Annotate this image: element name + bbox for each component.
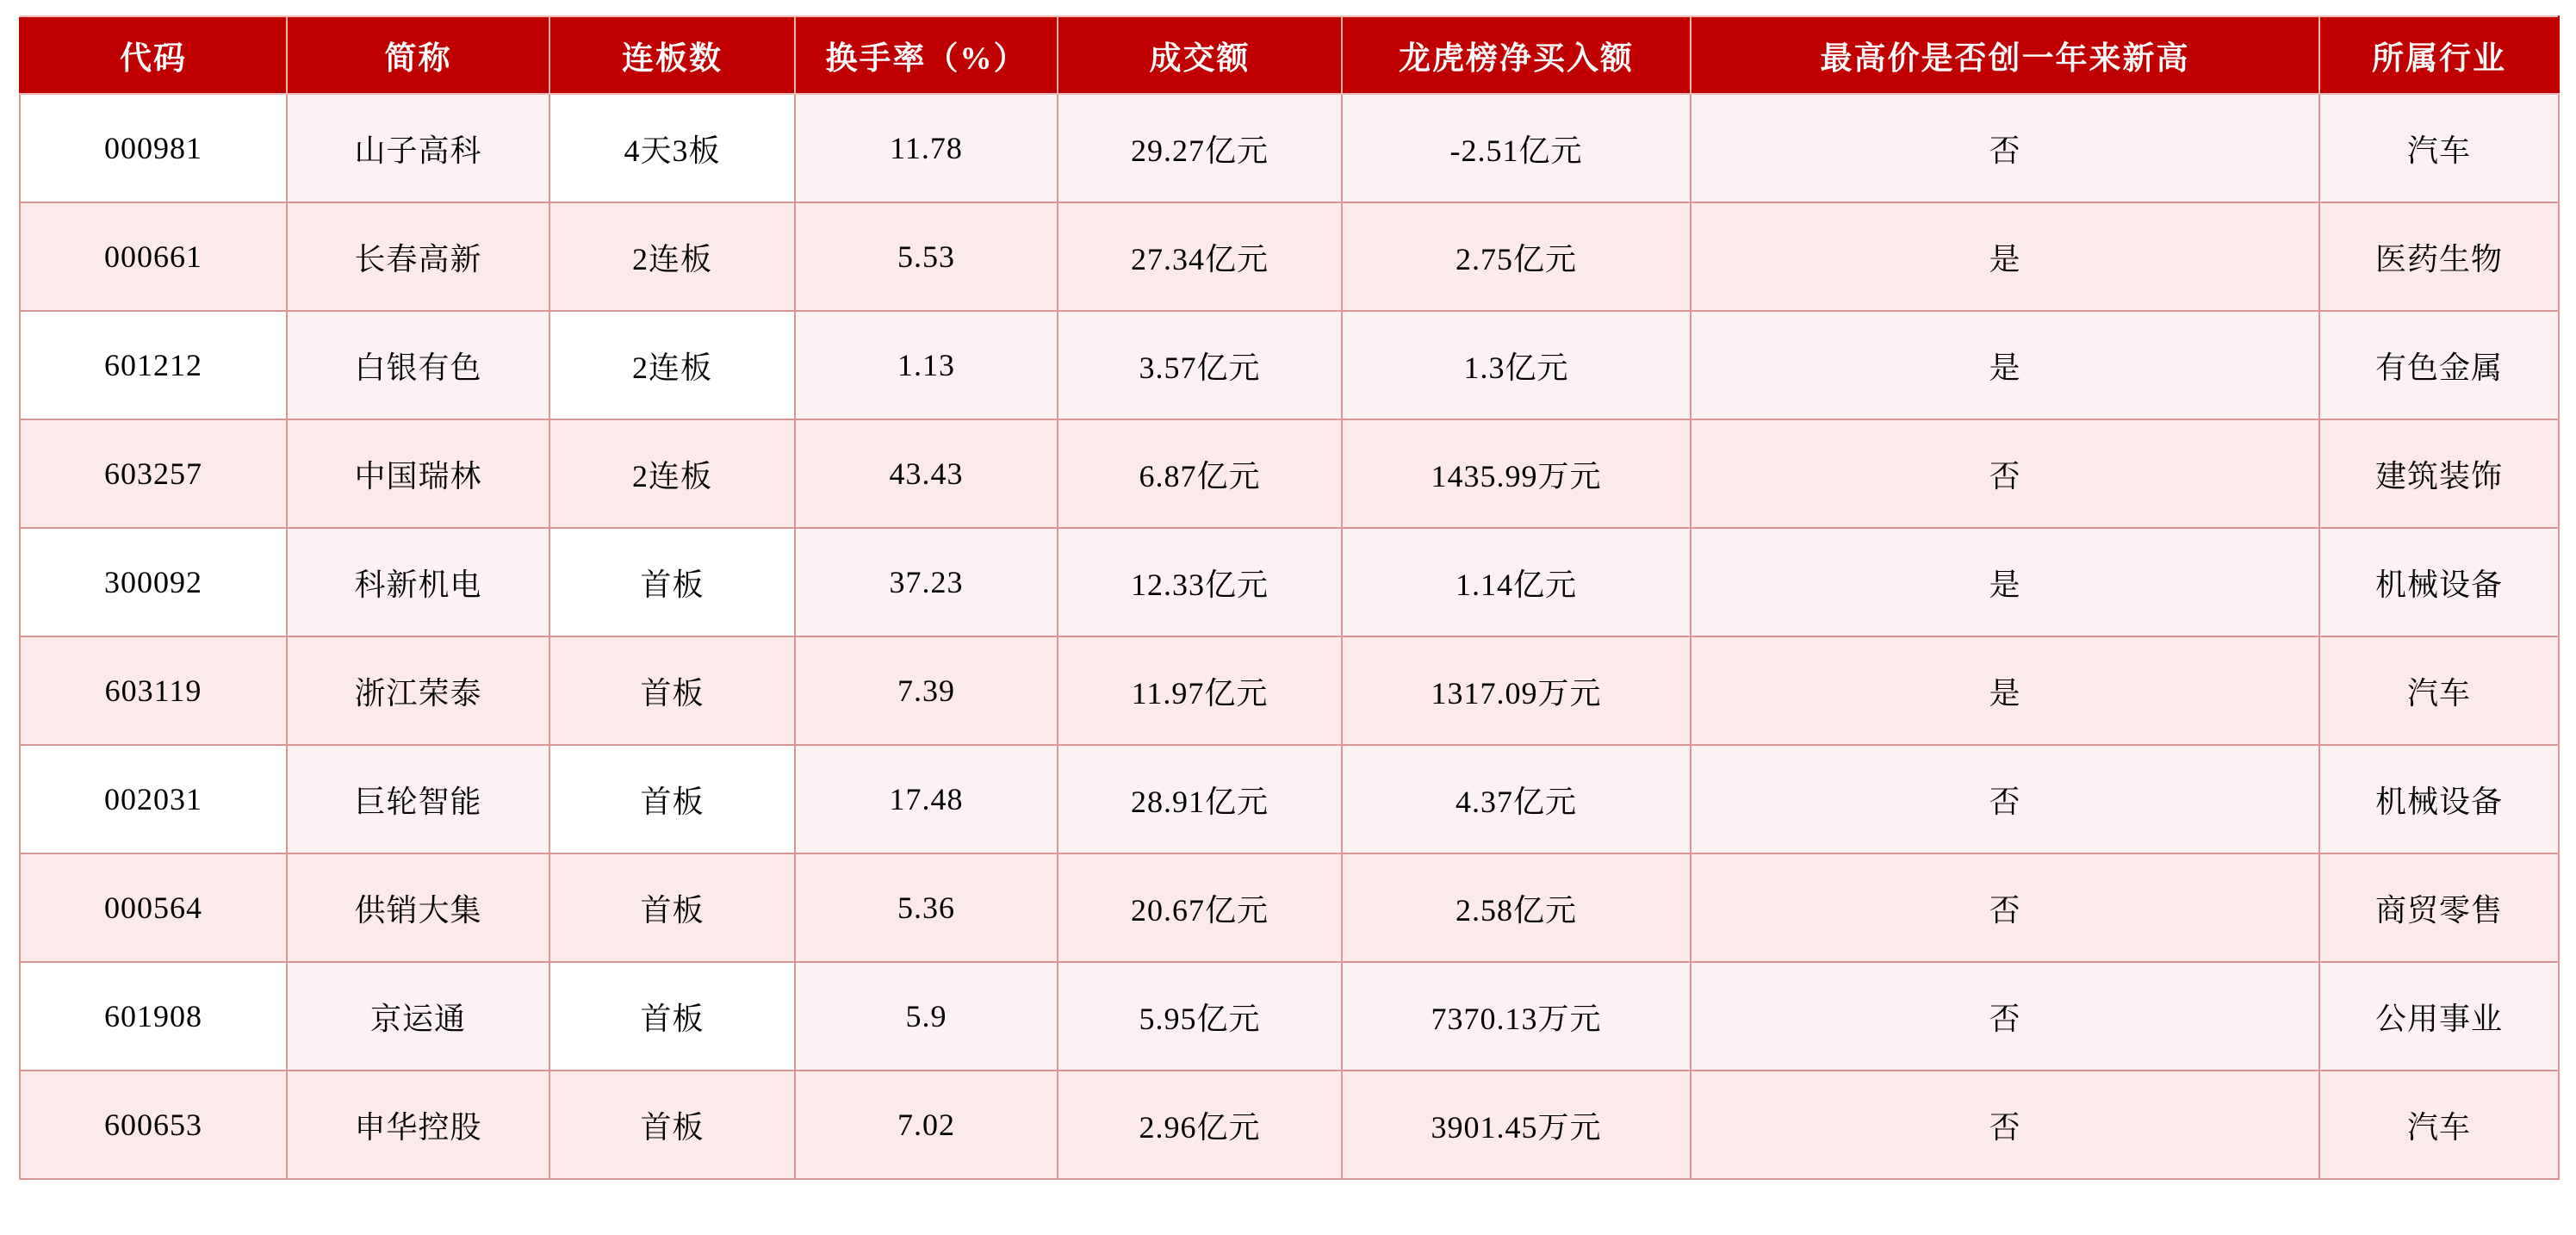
cell-name: 山子高科	[287, 94, 549, 202]
cell-net-buy: 1317.09万元	[1342, 636, 1691, 745]
table-row	[20, 311, 2559, 419]
table-row	[20, 202, 2559, 311]
cell-amount: 3.57亿元	[1058, 311, 1342, 419]
cell-boards: 首板	[549, 853, 795, 962]
cell-code: 000661	[20, 202, 287, 311]
column-header-turnover-rate: 换手率（%）	[795, 16, 1058, 94]
cell-amount: 28.91亿元	[1058, 745, 1342, 853]
cell-turnover-rate: 37.23	[795, 528, 1058, 636]
column-header-net-buy: 龙虎榜净买入额	[1342, 16, 1691, 94]
cell-boards: 2连板	[549, 311, 795, 419]
cell-net-buy: 3901.45万元	[1342, 1071, 1691, 1179]
cell-code: 603257	[20, 419, 287, 528]
cell-boards: 首板	[549, 1071, 795, 1179]
table-row	[20, 419, 2559, 528]
column-header-new-high: 最高价是否创一年来新高	[1691, 16, 2319, 94]
cell-turnover-rate: 11.78	[795, 94, 1058, 202]
cell-amount: 6.87亿元	[1058, 419, 1342, 528]
cell-industry: 商贸零售	[2319, 853, 2559, 962]
cell-new-high: 是	[1691, 202, 2319, 311]
column-header-name: 简称	[287, 16, 549, 94]
stock-table	[19, 16, 2560, 1180]
cell-net-buy: 2.75亿元	[1342, 202, 1691, 311]
cell-turnover-rate: 5.36	[795, 853, 1058, 962]
cell-code: 601908	[20, 962, 287, 1071]
table-body	[20, 94, 2559, 1179]
column-header-boards: 连板数	[549, 16, 795, 94]
column-header-industry: 所属行业	[2319, 16, 2559, 94]
cell-net-buy: 1435.99万元	[1342, 419, 1691, 528]
header-row	[20, 16, 2559, 94]
cell-amount: 27.34亿元	[1058, 202, 1342, 311]
cell-name: 京运通	[287, 962, 549, 1071]
cell-amount: 12.33亿元	[1058, 528, 1342, 636]
cell-amount: 2.96亿元	[1058, 1071, 1342, 1179]
cell-new-high: 否	[1691, 745, 2319, 853]
cell-amount: 20.67亿元	[1058, 853, 1342, 962]
cell-name: 浙江荣泰	[287, 636, 549, 745]
cell-name: 中国瑞林	[287, 419, 549, 528]
table-row	[20, 636, 2559, 745]
cell-new-high: 否	[1691, 962, 2319, 1071]
cell-name: 巨轮智能	[287, 745, 549, 853]
cell-industry: 汽车	[2319, 1071, 2559, 1179]
cell-new-high: 否	[1691, 853, 2319, 962]
cell-boards: 首板	[549, 528, 795, 636]
cell-code: 603119	[20, 636, 287, 745]
cell-amount: 11.97亿元	[1058, 636, 1342, 745]
cell-new-high: 否	[1691, 1071, 2319, 1179]
cell-code: 600653	[20, 1071, 287, 1179]
cell-amount: 5.95亿元	[1058, 962, 1342, 1071]
cell-new-high: 否	[1691, 94, 2319, 202]
cell-new-high: 否	[1691, 419, 2319, 528]
cell-boards: 首板	[549, 636, 795, 745]
cell-code: 000981	[20, 94, 287, 202]
cell-industry: 建筑装饰	[2319, 419, 2559, 528]
cell-turnover-rate: 43.43	[795, 419, 1058, 528]
cell-amount: 29.27亿元	[1058, 94, 1342, 202]
cell-code: 002031	[20, 745, 287, 853]
cell-net-buy: 1.14亿元	[1342, 528, 1691, 636]
cell-net-buy: 7370.13万元	[1342, 962, 1691, 1071]
cell-boards: 首板	[549, 745, 795, 853]
table-row	[20, 94, 2559, 202]
column-header-code: 代码	[20, 16, 287, 94]
column-header-amount: 成交额	[1058, 16, 1342, 94]
table-row	[20, 853, 2559, 962]
cell-name: 科新机电	[287, 528, 549, 636]
cell-industry: 医药生物	[2319, 202, 2559, 311]
cell-code: 000564	[20, 853, 287, 962]
cell-industry: 汽车	[2319, 94, 2559, 202]
cell-boards: 首板	[549, 962, 795, 1071]
cell-code: 601212	[20, 311, 287, 419]
cell-code: 300092	[20, 528, 287, 636]
cell-boards: 4天3板	[549, 94, 795, 202]
cell-name: 长春高新	[287, 202, 549, 311]
cell-net-buy: 2.58亿元	[1342, 853, 1691, 962]
cell-new-high: 是	[1691, 636, 2319, 745]
cell-new-high: 是	[1691, 311, 2319, 419]
cell-name: 白银有色	[287, 311, 549, 419]
table-row	[20, 1071, 2559, 1179]
table-header	[20, 16, 2559, 94]
cell-net-buy: 4.37亿元	[1342, 745, 1691, 853]
cell-name: 供销大集	[287, 853, 549, 962]
table-row	[20, 962, 2559, 1071]
cell-boards: 2连板	[549, 202, 795, 311]
cell-industry: 公用事业	[2319, 962, 2559, 1071]
cell-turnover-rate: 5.53	[795, 202, 1058, 311]
cell-industry: 汽车	[2319, 636, 2559, 745]
cell-industry: 有色金属	[2319, 311, 2559, 419]
cell-turnover-rate: 7.02	[795, 1071, 1058, 1179]
cell-turnover-rate: 1.13	[795, 311, 1058, 419]
cell-new-high: 是	[1691, 528, 2319, 636]
cell-boards: 2连板	[549, 419, 795, 528]
cell-turnover-rate: 7.39	[795, 636, 1058, 745]
cell-industry: 机械设备	[2319, 745, 2559, 853]
cell-net-buy: 1.3亿元	[1342, 311, 1691, 419]
stock-table-container	[19, 16, 2558, 1180]
cell-net-buy: -2.51亿元	[1342, 94, 1691, 202]
cell-turnover-rate: 17.48	[795, 745, 1058, 853]
cell-name: 申华控股	[287, 1071, 549, 1179]
cell-turnover-rate: 5.9	[795, 962, 1058, 1071]
table-row	[20, 745, 2559, 853]
table-row	[20, 528, 2559, 636]
cell-industry: 机械设备	[2319, 528, 2559, 636]
